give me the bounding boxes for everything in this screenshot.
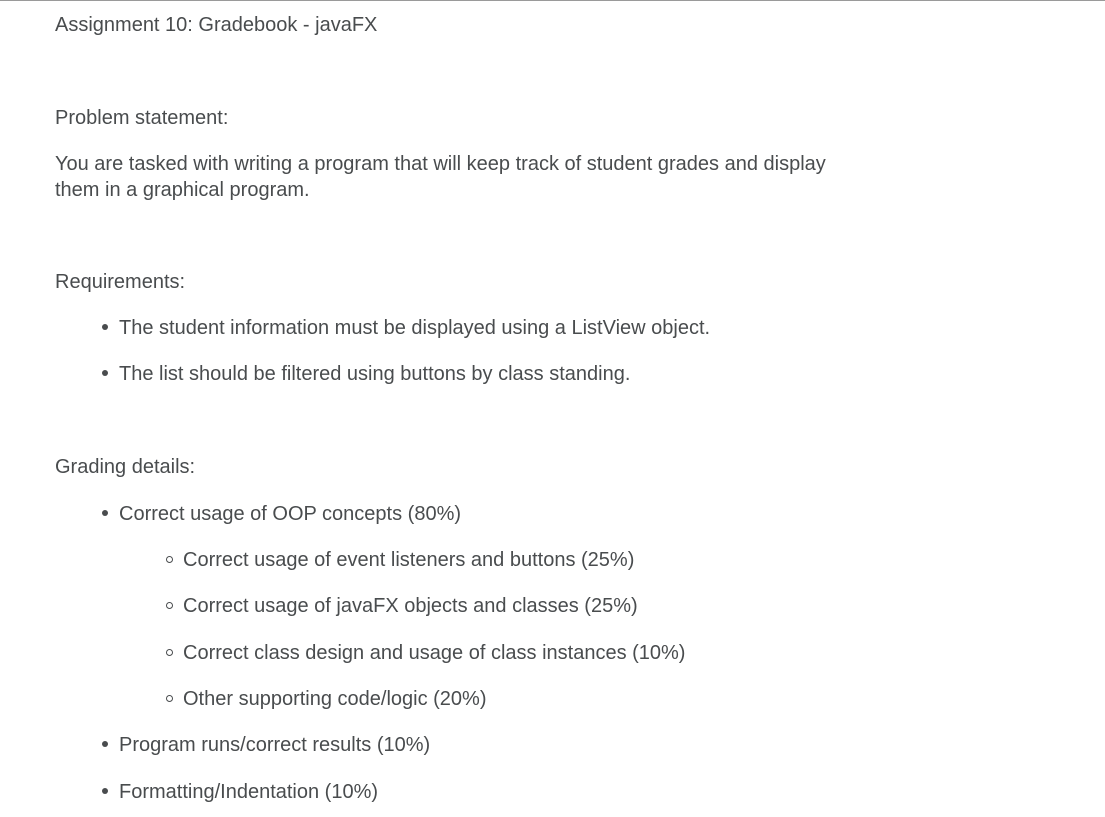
top-divider xyxy=(0,0,1105,1)
grading-subitem-text: Correct class design and usage of class instances (10%) xyxy=(183,642,686,664)
hollow-bullet-icon xyxy=(163,686,183,712)
grading-subitem-text: Correct usage of event listeners and buttons (25%) xyxy=(183,549,635,571)
bullet-icon xyxy=(99,501,119,527)
requirement-item-text: The student information must be displayed using a ListView object. xyxy=(119,317,711,339)
requirement-item xyxy=(99,361,630,387)
bullet-icon xyxy=(99,315,119,341)
requirement-item xyxy=(99,315,710,341)
grading-subitem xyxy=(163,686,487,712)
hollow-bullet-icon xyxy=(163,640,183,666)
bullet-icon xyxy=(99,361,119,387)
grading-subitem-text: Correct usage of javaFX objects and classes (25%) xyxy=(183,595,638,617)
hollow-bullet-icon xyxy=(163,547,183,573)
grading-subitem xyxy=(163,593,638,619)
grading-details-heading: Grading details: xyxy=(55,456,196,478)
grading-item xyxy=(99,732,430,758)
requirement-item-text: The list should be filtered using buttons by class standing. xyxy=(119,363,631,385)
grading-item-text: Formatting/Indentation (10%) xyxy=(119,781,379,803)
bullet-icon xyxy=(99,732,119,758)
grading-subitem-text: Other supporting code/logic (20%) xyxy=(183,688,487,710)
problem-statement-text: You are tasked with writing a program that will keep track of student grades and display them in a graphical program. xyxy=(55,153,826,201)
grading-item xyxy=(99,501,461,527)
grading-item-text: Correct usage of OOP concepts (80%) xyxy=(119,503,462,525)
hollow-bullet-icon xyxy=(163,593,183,619)
grading-item-text: Program runs/correct results (10%) xyxy=(119,734,431,756)
assignment-title: Assignment 10: Gradebook - javaFX xyxy=(55,14,378,36)
requirements-heading: Requirements: xyxy=(55,271,186,293)
bullet-icon xyxy=(99,779,119,805)
grading-subitem xyxy=(163,640,685,666)
problem-statement-heading: Problem statement: xyxy=(55,107,229,129)
grading-item xyxy=(99,779,378,805)
grading-subitem xyxy=(163,547,634,573)
